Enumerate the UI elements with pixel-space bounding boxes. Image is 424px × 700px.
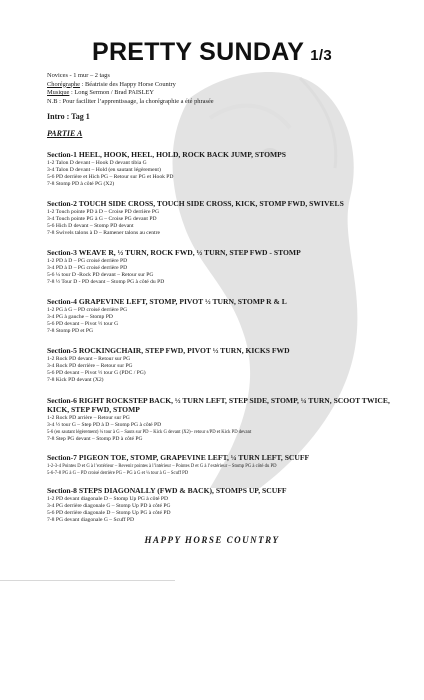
section-title: Section-1 HEEL, HOOK, HEEL, HOLD, ROCK BACK JUMP, STOMPS	[47, 150, 287, 159]
partie-heading: PARTIE A	[47, 129, 83, 138]
step-line: 7-8 Step PG devant – Stomp PD à côté PG	[47, 436, 143, 443]
step-line: 5-6 PD derrière et Hich PG – Retour sur PG et Hook PD	[47, 174, 174, 181]
step-line: 5-6 Hich D devant – Stomp PD devant	[47, 223, 134, 230]
section-1	[47, 150, 407, 188]
section-3	[47, 248, 407, 286]
section-5	[47, 346, 407, 384]
step-line: 7-8 ½ Tour D - PD devant – Stomp PG à côté du PD	[47, 279, 165, 286]
step-line: 3-4 PG derrière diagonale G – Stomp Up PD à côté PG	[47, 503, 171, 510]
step-line: 1-2 Rock PD arrière – Retour sur PG	[47, 415, 130, 421]
section-6	[47, 396, 407, 443]
step-line: 7-8 Stomp PD et PG	[47, 328, 93, 335]
music-line	[47, 89, 214, 98]
step-line: 3-4 Talon D devant – Hold (en sautant légèrement)	[47, 167, 161, 174]
step-line: 5-6 ¼ tour D -Rock PD devant – Retour sur PG	[47, 272, 154, 279]
step-line: 3-4 Touch pointe PG à G – Croise PG devant PD	[47, 216, 157, 223]
step-line: 5-6 PD devant – Pivot ½ tour G (PDC / PG)	[47, 370, 146, 377]
step-line: 1-2 PD devant diagonale D – Stomp Up PG à côté PD	[47, 496, 169, 502]
note-line: N.B : Pour faciliter l’apprentissage, la chorégraphie a été phrasée	[47, 97, 214, 105]
step-line: 3-4 Rock PD derrière – Retour sur PG	[47, 363, 133, 370]
footer-logo: HAPPY HORSE COUNTRY	[144, 535, 280, 545]
section-title: Section-5 ROCKINGCHAIR, STEP FWD, PIVOT ½ TURN, KICKS FWD	[47, 346, 290, 355]
step-line: 1-2 PD à D – PG croisé derrière PD	[47, 258, 128, 264]
step-line: 3-4 PG à gauche – Stomp PD	[47, 314, 113, 321]
section-title: Section-2 TOUCH SIDE CROSS, TOUCH SIDE CROSS, KICK, STOMP FWD, SWIVELS	[47, 199, 344, 208]
section-title: Section-6 RIGHT ROCKSTEP BACK, ½ TURN LEFT, STEP SIDE, STOMP, ¼ TURN, SCOOT TWICE, KICK, STEP FWD, STOMP	[47, 396, 390, 414]
step-line: 7-8 Kick PD devant (X2)	[47, 377, 104, 384]
step-line: 1-2 Talon D devant – Hook D devant tibia G	[47, 160, 147, 166]
step-line: 1-2 PG à G – PD croisé derrière PG	[47, 307, 128, 313]
step-line: 7-8 Stomp PD à côté PG (X2)	[47, 181, 115, 188]
section-title: Section-7 PIGEON TOE, STOMP, GRAPEVINE LEFT, ¼ TURN LEFT, SCUFF	[47, 453, 310, 462]
intro-label: Intro : Tag 1	[47, 112, 90, 121]
page-title	[0, 38, 424, 67]
choreographer-label: Chorégraphe	[47, 80, 81, 88]
step-line: 1-2-3-4 Pointes D et G à l’extérieur – Revenir pointes à l’intérieur – Pointes D et G à l’extérieur – Stomp PG à côté du PD	[47, 464, 277, 469]
page-indicator: 1/3	[310, 47, 333, 64]
choreographer-line	[47, 81, 214, 90]
step-line: 5-6 PD derrière diagonale D – Stomp Up PG à côté PD	[47, 510, 171, 517]
dance-info-header	[47, 72, 214, 106]
step-line: 3-4 ½ tour G – Step PD à D – Stomp PG à côté PD	[47, 422, 162, 429]
section-title: Section-3 WEAVE R, ½ TURN, ROCK FWD, ½ TURN, STEP FWD - STOMP	[47, 248, 301, 257]
section-7	[47, 453, 407, 477]
music-value: : Long Sermon / Brad PAISLEY	[69, 89, 154, 96]
music-label: Musique	[47, 89, 70, 96]
section-title: Section-4 GRAPEVINE LEFT, STOMP, PIVOT ½ TURN, STOMP R & L	[47, 297, 287, 306]
step-line: 7-8 Swivels talons à D – Ramener talons au centre	[47, 230, 160, 237]
step-line: 5-6 (en sautant légèrement) ¼ tour à G – Sauts sur PD – Kick G devant (X2)– retour s/PD et Kick PD devant	[47, 430, 252, 436]
choreographer-value: : Béatrisie des Happy Horse Country	[80, 80, 176, 88]
level-line: Novices - 1 mur – 2 tags	[47, 72, 110, 79]
step-line: 1-2 Rock PD devant – Retour sur PG	[47, 356, 131, 362]
bottom-divider	[0, 580, 175, 581]
title-text: PRETTY SUNDAY	[91, 38, 305, 66]
step-line: 5-6-7-8 PG à G – PD croisé derrière PG – PG à G et ¼ tour à G – Scuff PD	[47, 471, 189, 477]
step-line: 3-4 PD à D – PG croisé derrière PD	[47, 265, 128, 272]
step-line: 5-6 PD devant – Pivot ½ tour G	[47, 321, 119, 328]
section-title: Section-8 STEPS DIAGONALLY (FWD & BACK), STOMPS UP, SCUFF	[47, 486, 287, 495]
section-8	[47, 486, 407, 524]
step-line: 1-2 Touch pointe PD à D – Croise PD derrière PG	[47, 209, 159, 215]
section-4	[47, 297, 407, 335]
section-2	[47, 199, 407, 237]
step-line: 7-8 PG devant diagonale G – Scuff PD	[47, 517, 135, 524]
